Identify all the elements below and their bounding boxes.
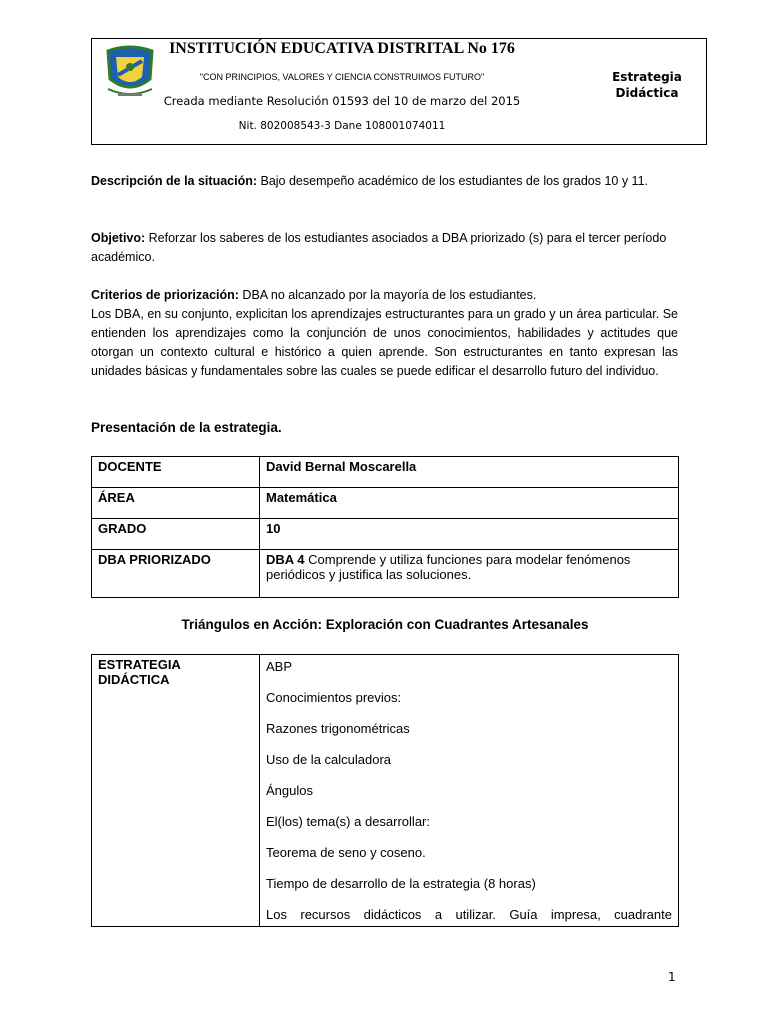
dba-value — [260, 550, 679, 598]
criteria-body: Los DBA, en su conjunto, explicitan los aprendizajes estructurantes para un grado y un área particular. Se entienden los aprendizajes como la conjunción de unos conocimientos, habilidades y actitudes que otorgan un contexto cultural e histórico a quien aprende. Son estructurantes en tanto expresan las unidades básicas y fundamentales sobre las cuales se puede edificar el desarrollo futuro del individuo. — [91, 307, 678, 378]
docente-label: DOCENTE — [92, 457, 260, 488]
situation-description — [91, 172, 678, 191]
docente-value: David Bernal Moscarella — [260, 457, 679, 488]
prioritization-criteria — [91, 286, 678, 305]
document-header — [91, 38, 707, 145]
objective — [91, 229, 678, 267]
criteria-text: DBA no alcanzado por la mayoría de los estudiantes. — [238, 288, 537, 302]
institution-name: INSTITUCIÓN EDUCATIVA DISTRITAL No 176 — [169, 40, 515, 57]
strategy-line: Uso de la calculadora — [266, 752, 392, 767]
criteria-label: Criterios de priorización: — [91, 288, 239, 302]
doc-type-line2: Didáctica — [615, 86, 679, 100]
strategy-content — [260, 655, 679, 927]
document-type — [602, 69, 692, 101]
strategy-table — [91, 654, 679, 927]
strategy-line: ABP — [266, 659, 293, 674]
objective-label: Objetivo: — [91, 231, 146, 245]
situation-label: Descripción de la situación: — [91, 174, 258, 188]
strategy-line: Conocimientos previos: — [266, 690, 402, 705]
dba-text: Comprende y utiliza funciones para modelar fenómenos periódicos y justifica las soluciones. — [266, 552, 631, 582]
page-number: 1 — [668, 970, 676, 984]
dba-code: DBA 4 — [266, 552, 305, 567]
strategy-line: Los recursos didácticos a utilizar. Guía impresa, cuadrante — [266, 907, 672, 922]
teacher-info-table — [91, 456, 679, 598]
objective-text: Reforzar los saberes de los estudiantes asociados a DBA priorizado (s) para el tercer período académico. — [91, 231, 667, 264]
situation-text: Bajo desempeño académico de los estudiantes de los grados 10 y 11. — [257, 174, 649, 188]
strategy-line: Ángulos — [266, 783, 313, 798]
table-row — [92, 655, 679, 927]
area-label: ÁREA — [92, 488, 260, 519]
creation-resolution: Creada mediante Resolución 01593 del 10 de marzo del 2015 — [163, 94, 521, 108]
grado-label: GRADO — [92, 519, 260, 550]
strategy-line: Teorema de seno y coseno. — [266, 845, 426, 860]
strategy-line: El(los) tema(s) a desarrollar: — [266, 814, 430, 829]
presentation-heading: Presentación de la estrategia. — [91, 420, 282, 435]
table-row — [92, 519, 679, 550]
strategy-title: Triángulos en Acción: Exploración con Cuadrantes Artesanales — [181, 617, 589, 632]
strategy-line: Razones trigonométricas — [266, 721, 410, 736]
table-row — [92, 550, 679, 598]
area-value: Matemática — [260, 488, 679, 519]
strategy-line: Tiempo de desarrollo de la estrategia (8 horas) — [266, 876, 536, 891]
table-row — [92, 488, 679, 519]
institution-motto: "CON PRINCIPIOS, VALORES Y CIENCIA CONSTRUIMOS FUTURO" — [199, 72, 485, 82]
table-row — [92, 457, 679, 488]
strategy-label: ESTRATEGIA DIDÁCTICA — [92, 655, 260, 927]
grado-value: 10 — [260, 519, 679, 550]
doc-type-line1: Estrategia — [612, 70, 682, 84]
nit-dane: Nit. 802008543-3 Dane 108001074011 — [238, 120, 446, 132]
dba-label: DBA PRIORIZADO — [92, 550, 260, 598]
